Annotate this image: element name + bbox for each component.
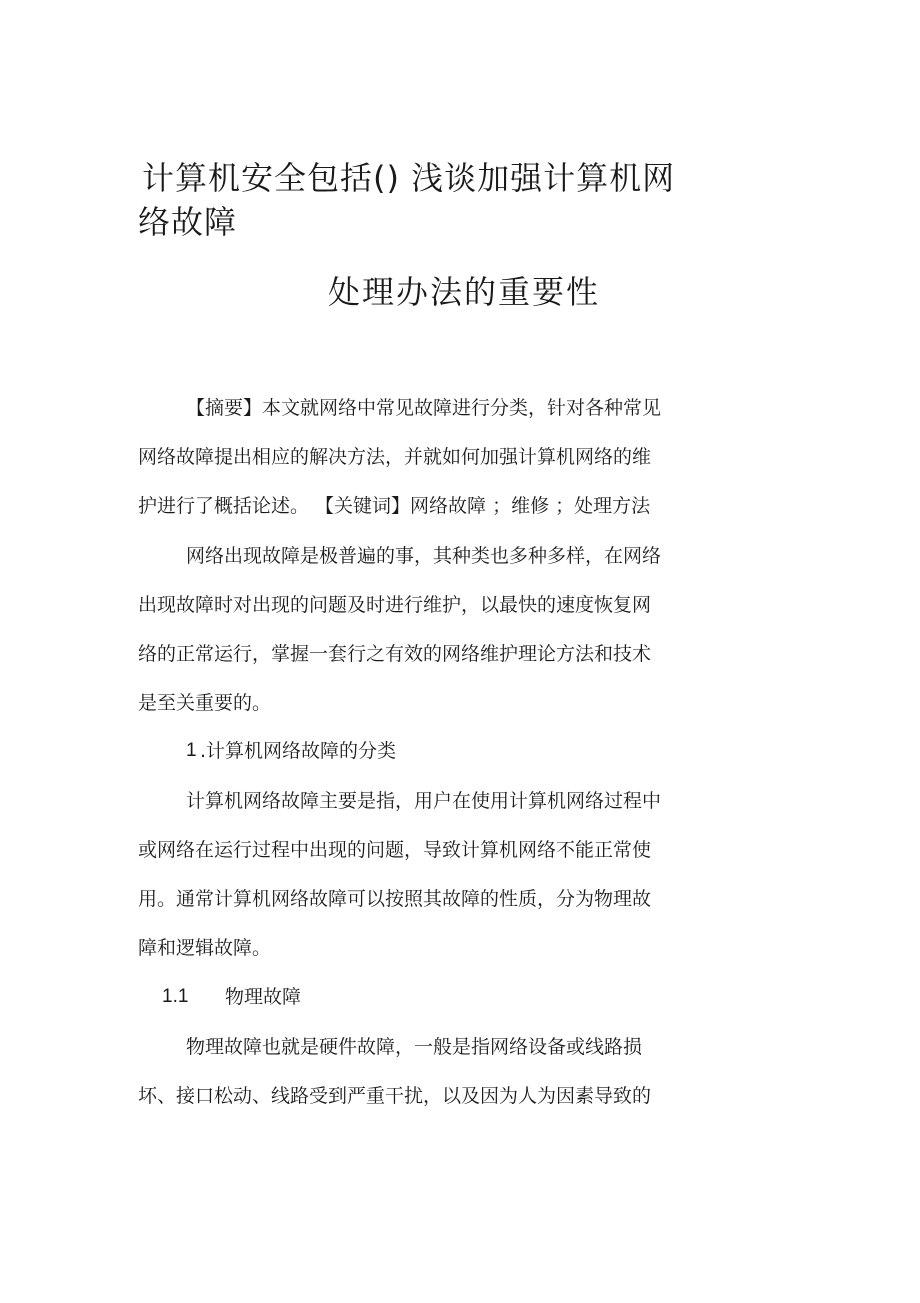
- section-1-1-title: 物理故障: [225, 986, 302, 1008]
- abstract-line-2: 网络故障提出相应的解决方法，并就如何加强计算机网络的维: [138, 446, 652, 468]
- abstract-line-3: 护进行了概括论述。 【关键词】网络故障 ；维修 ；处理方法: [138, 495, 651, 517]
- section-1-line-3: 用。通常计算机网络故障可以按照其故障的性质，分为物理故: [138, 888, 652, 910]
- section-1-1-line-2: 坏、接口松动、线路受到严重干扰，以及因为人为因素导致的: [138, 1085, 652, 1107]
- section-1-1-line-1: 物理故障也就是硬件故障，一般是指网络设备或线路损: [186, 1036, 643, 1058]
- section-1-1-number: 1.1: [162, 986, 189, 1007]
- document-title-line-3: 处理办法的重要性: [328, 273, 601, 311]
- intro-line-1: 网络出现故障是极普遍的事，其种类也多种多样，在网络: [186, 545, 662, 567]
- section-1-line-4: 障和逻辑故障。: [138, 937, 272, 959]
- section-1-number: 1: [186, 740, 197, 761]
- document-title-line-2: 络故障: [138, 203, 238, 241]
- section-1-line-1: 计算机网络故障主要是指，用户在使用计算机网络过程中: [186, 790, 662, 812]
- intro-line-4: 是至关重要的。: [138, 692, 272, 714]
- document-title-line-1: 计算机安全包括() 浅谈加强计算机网: [142, 159, 676, 197]
- intro-line-2: 出现故障时对出现的问题及时进行维护，以最快的速度恢复网: [138, 594, 652, 616]
- intro-line-3: 络的正常运行，掌握一套行之有效的网络维护理论方法和技术: [138, 643, 652, 665]
- section-1-title: .计算机网络故障的分类: [200, 740, 397, 762]
- section-1-line-2: 或网络在运行过程中出现的问题，导致计算机网络不能正常使: [138, 839, 652, 861]
- abstract-line-1: 【摘要】本文就网络中常见故障进行分类，针对各种常见: [186, 397, 662, 419]
